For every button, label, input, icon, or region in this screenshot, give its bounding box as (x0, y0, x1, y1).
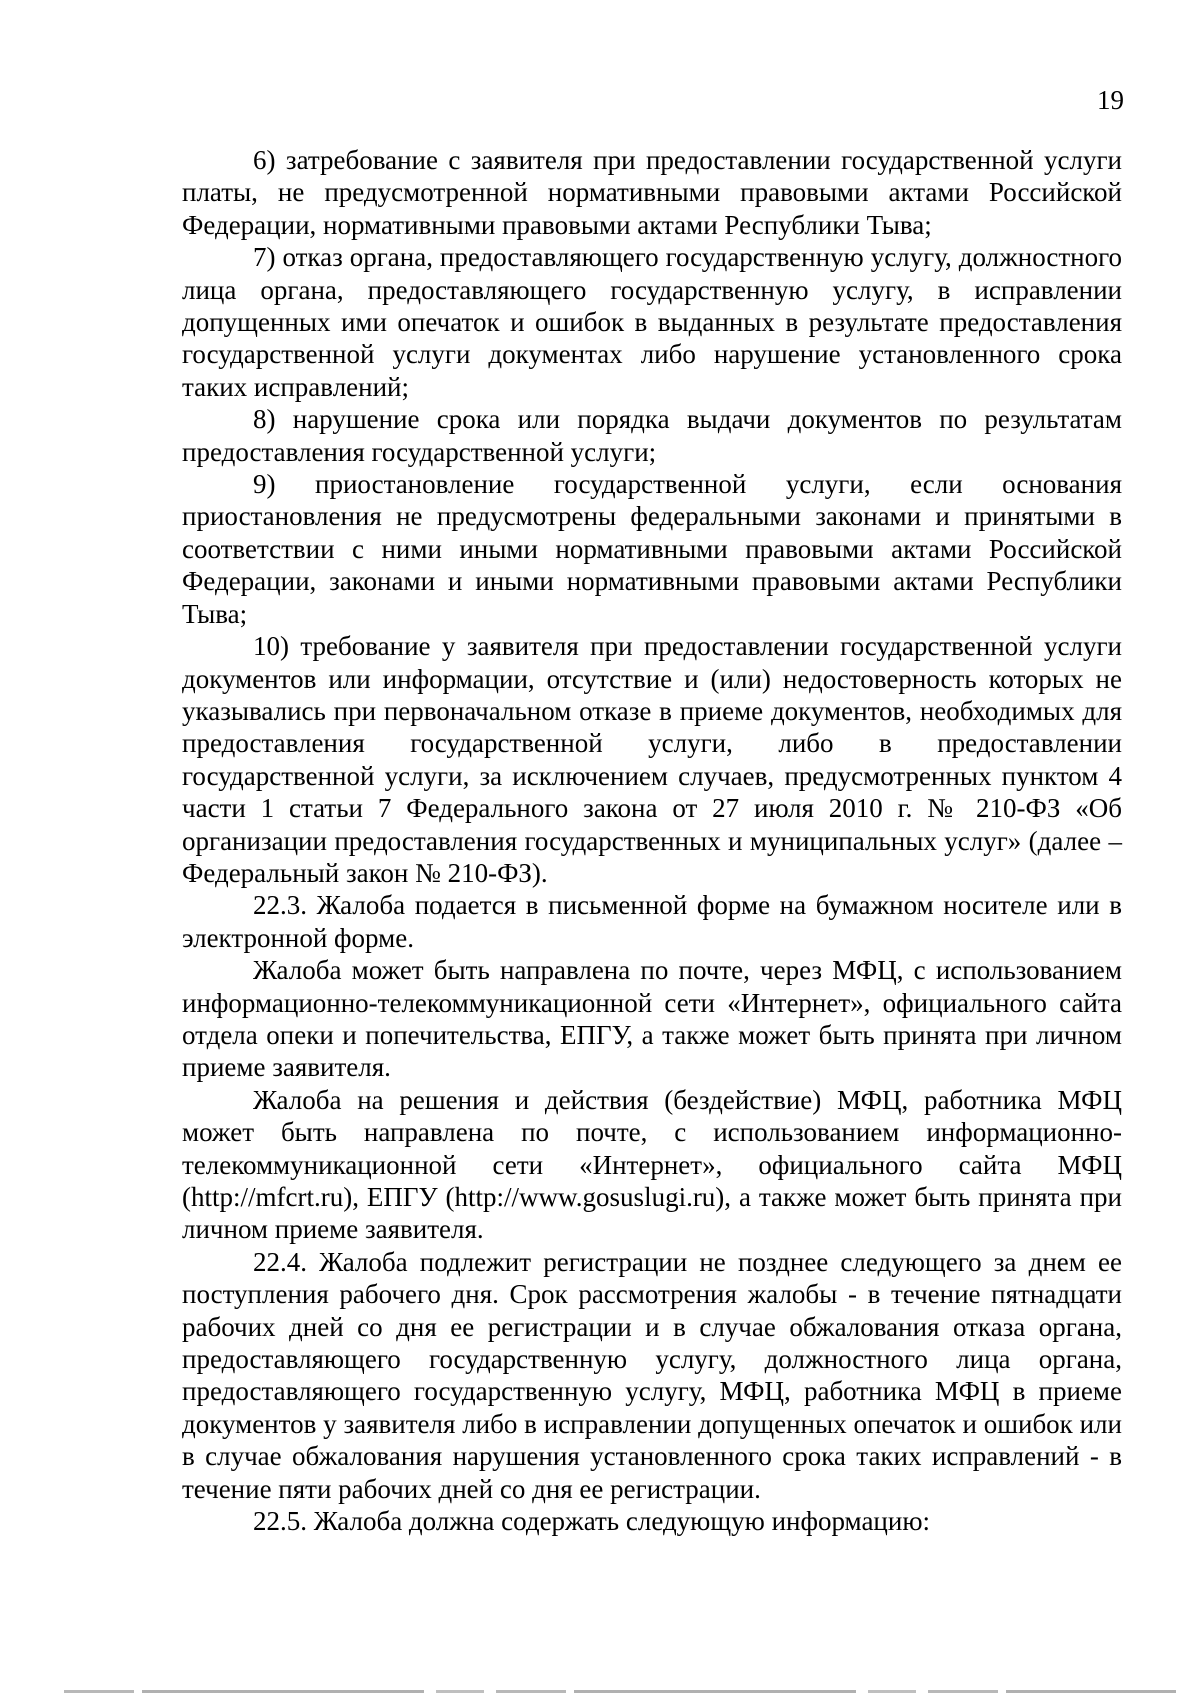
paragraph-22-4: 22.4. Жалоба подлежит регистрации не позднее следующего за днем ее поступления рабочего дня. Срок рассмотрения жалобы - в течение пятнадцати рабочих дней со дня ее регистрации и в случае обжалования отказа органа, предоставляющего государственную услугу, должностного лица органа, предоставляющего государственную услугу, МФЦ, работника МФЦ в приеме документов у заявителя либо в исправлении допущенных опечаток и ошибок или в случае обжалования нарушения установленного срока таких исправлений - в течение пяти рабочих дней со дня ее регистрации. (182, 1246, 1122, 1504)
paragraph-22-3: 22.3. Жалоба подается в письменной форме на бумажном носителе или в электронной форме. (182, 890, 1122, 953)
paragraph-item-10: 10) требование у заявителя при предоставлении государственной услуги документов или информации, отсутствие и (или) недостоверность которых не указывались при первоначальном отказе в приеме документов, необходимых для предоставления государственной услуги, либо в предоставлении государственной услуги, за исключением случаев, предусмотренных пунктом 4 части 1 статьи 7 Федерального закона от 27 июля 2010 г. № 210-ФЗ «Об организации предоставления государственных и муниципальных услуг» (далее – Федеральный закон № 210-ФЗ). (182, 631, 1122, 888)
paragraph-item-8: 8) нарушение срока или порядка выдачи документов по результатам предоставления государственной услуги; (182, 404, 1122, 467)
paragraph-item-6: 6) затребование с заявителя при предоставлении государственной услуги платы, не предусмотренной нормативными правовыми актами Российской Федерации, нормативными правовыми актами Республики Тыва; (182, 145, 1122, 240)
document-body (182, 144, 1122, 1537)
paragraph-item-9: 9) приостановление государственной услуги, если основания приостановления не предусмотрены федеральными законами и принятыми в соответствии с ними иными нормативными правовыми актами Российской Федерации, законами и иными нормативными правовыми актами Республики Тыва; (182, 469, 1122, 629)
scan-edge-line (64, 1690, 1176, 1693)
page-number: 19 (1097, 85, 1124, 115)
paragraph-22-5: 22.5. Жалоба должна содержать следующую информацию: (253, 1506, 931, 1537)
paragraph-mfc-complaint: Жалоба на решения и действия (бездействие) МФЦ, работника МФЦ может быть направлена по почте, с использованием информационно-телекоммуникационной сети «Интернет», официального сайта МФЦ (http://mfcrt.ru), ЕПГУ (http://www.gosuslugi.ru), а также может быть принята при личном приеме заявителя. (182, 1084, 1122, 1245)
paragraph-complaint-channels: Жалоба может быть направлена по почте, через МФЦ, с использованием информационно-телекоммуникационной сети «Интернет», официального сайта отдела опеки и попечительства, ЕПГУ, а также может быть принята при личном приеме заявителя. (182, 955, 1122, 1083)
paragraph-item-7: 7) отказ органа, предоставляющего государственную услугу, должностного лица органа, предоставляющего государственную услугу, в исправлении допущенных ими опечаток и ошибок в выданных в результате предоставления государственной услуги документах либо нарушение установленного срока таких исправлений; (182, 242, 1122, 402)
